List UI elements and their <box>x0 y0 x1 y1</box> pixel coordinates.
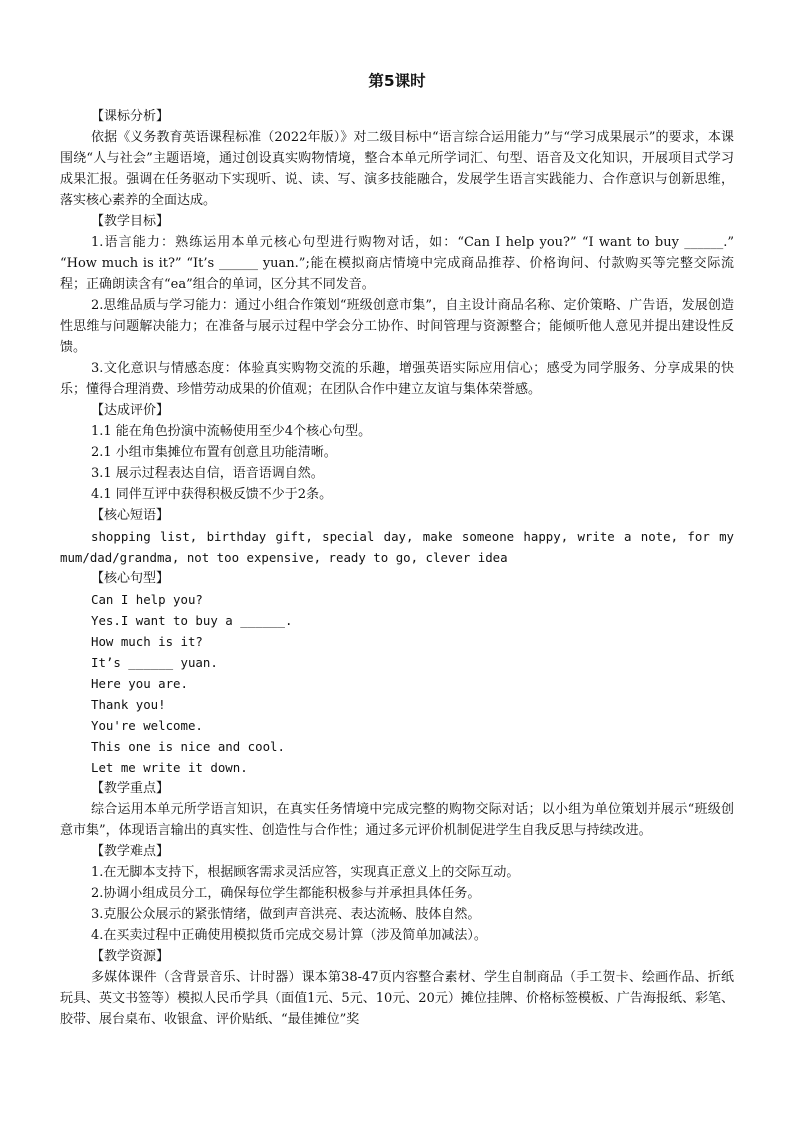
difficulty-item: 3.克服公众展示的紧张情绪，做到声音洪亮、表达流畅、肢体自然。 <box>91 907 481 922</box>
phrases-text: shopping list, birthday gift, special day, make someone happy, write a note, for my mum/dad/grandma, not too expensive, ready to go, clever idea <box>60 529 734 565</box>
sentence-item: How much is it? <box>91 634 203 649</box>
objectives-heading: 【教学目标】 <box>91 214 170 229</box>
sentence-item: It’s ______ yuan. <box>91 655 218 670</box>
sentence-item: You're welcome. <box>91 718 203 733</box>
assessment-item: 2.1 小组市集摊位布置有创意且功能清晰。 <box>91 445 337 460</box>
sentence-item: Here you are. <box>91 676 188 691</box>
standards-text: 依据《义务教育英语课程标准（2022年版）》对二级目标中“语言综合运用能力”与“学习成果展示”的要求，本课围绕“人与社会”主题语境，通过创设真实购物情境，整合本单元所学词汇、句型、语音及文化知识，开展项目式学习成果汇报。强调在任务驱动下实现听、说、读、写、演多技能融合，发展学生语言实践能力、合作意识与创新思维，落实核心素养的全面达成。 <box>60 130 734 208</box>
sentence-item: This one is nice and cool. <box>91 739 285 754</box>
focus-heading: 【教学重点】 <box>91 781 170 796</box>
assessment-item: 4.1 同伴互评中获得积极反馈不少于2条。 <box>91 487 333 502</box>
difficulty-item: 4.在买卖过程中正确使用模拟货币完成交易计算（涉及简单加减法）。 <box>91 928 487 943</box>
sentences-heading: 【核心句型】 <box>91 571 170 586</box>
objective-item: 3.文化意识与情感态度：体验真实购物交流的乐趣，增强英语实际应用信心；感受为同学服务、分享成果的快乐；懂得合理消费、珍惜劳动成果的价值观；在团队合作中建立友谊与集体荣誉感。 <box>60 361 734 397</box>
resources-heading: 【教学资源】 <box>91 949 170 964</box>
objective-item: 1.语言能力：熟练运用本单元核心句型进行购物对话，如：“Can I help you?” “I want to buy ______.” “How much is it?” “It’s ______ yuan.”;能在模拟商店情境中完成商品推荐、价格询问、付款购买等完整交际流程；正确朗读含有“ea”组合的单词，区分其不同发音。 <box>60 235 734 292</box>
assessment-item: 1.1 能在角色扮演中流畅使用至少4个核心句型。 <box>91 424 372 439</box>
sentence-item: Let me write it down. <box>91 760 248 775</box>
sentence-item: Can I help you? <box>91 592 203 607</box>
difficulty-item: 2.协调小组成员分工，确保每位学生都能积极参与并承担具体任务。 <box>91 886 481 901</box>
focus-text: 综合运用本单元所学语言知识，在真实任务情境中完成完整的购物交际对话；以小组为单位策划并展示“班级创意市集”，体现语言输出的真实性、创造性与合作性；通过多元评价机制促进学生自我反思与持续改进。 <box>60 802 734 838</box>
phrases-heading: 【核心短语】 <box>91 508 170 523</box>
assessment-item: 3.1 展示过程表达自信，语音语调自然。 <box>91 466 324 481</box>
difficulty-item: 1.在无脚本支持下，根据顾客需求灵活应答，实现真正意义上的交际互动。 <box>91 865 520 880</box>
objective-item: 2.思维品质与学习能力：通过小组合作策划“班级创意市集”，自主设计商品名称、定价策略、广告语，发展创造性思维与问题解决能力；在准备与展示过程中学会分工协作、时间管理与资源整合；能倾听他人意见并提出建设性反馈。 <box>60 298 734 355</box>
sentence-item: Yes.I want to buy a ______. <box>91 613 293 628</box>
assessment-heading: 【达成评价】 <box>91 403 170 418</box>
difficulties-heading: 【教学难点】 <box>91 844 170 859</box>
resources-text: 多媒体课件（含背景音乐、计时器）课本第38-47页内容整合素材、学生自制商品（手工贺卡、绘画作品、折纸玩具、英文书签等）模拟人民币学具（面值1元、5元、10元、20元）摊位挂牌、价格标签模板、广告海报纸、彩笔、胶带、展台桌布、收银盒、评价贴纸、“最佳摊位”奖 <box>60 970 734 1027</box>
page-title: 第5课时 <box>368 72 426 90</box>
sentence-item: Thank you! <box>91 697 166 712</box>
standards-heading: 【课标分析】 <box>91 109 170 124</box>
